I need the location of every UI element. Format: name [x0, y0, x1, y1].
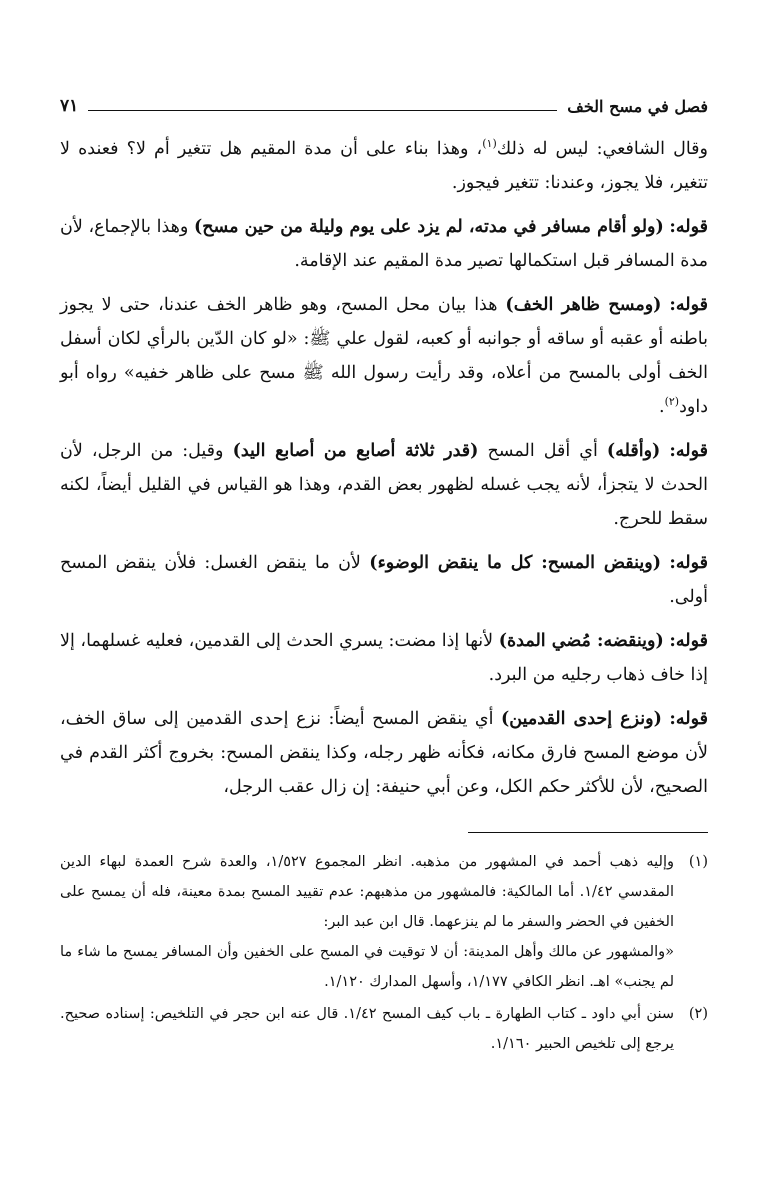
paragraph-text-continued: ، وهذا بناء على أن مدة المقيم هل تتغير أم لا؟ فعنده لا تتغير، فلا يجوز، وعندنا: تتغير فيجوز.	[60, 139, 708, 193]
lead-word: قوله:	[669, 553, 708, 573]
footnote-text: سنن أبي داود ـ كتاب الطهارة ـ باب كيف المسح ١/٤٢. قال عنه ابن حجر في التلخيص: إسناده صحيح. يرجع إلى تلخيص الحبير ١/١٦٠.	[60, 1006, 674, 1052]
page-number: ٧١	[60, 96, 79, 116]
footnote-text: «والمشهور عن مالك وأهل المدينة: أن لا توقيت في المسح على الخفين وأن المسافر يمسح ما شاء ما لم يجنب» اهـ. انظر الكافي ١/١٧٧، وأسهل المدارك ١/١٢٠.	[60, 944, 674, 990]
lead-word: قوله:	[669, 709, 708, 729]
lead-word: قوله:	[669, 217, 708, 237]
paragraph-2	[60, 210, 708, 278]
quoted-text: (ومسح ظاهر الخف)	[505, 295, 662, 315]
footnote-number: (١)	[688, 854, 708, 870]
page-header	[60, 88, 708, 116]
quoted-text: (وينقض المسح: كل ما ينقض الوضوء)	[369, 553, 662, 573]
paragraph-text: هذا بيان محل المسح، وهو ظاهر الخف عندنا، حتى لا يجوز باطنه أو عقبه أو ساقه أو جوانبه أو كعبه، لقول علي ﷺ: «لو كان الدّين بالرأي لكان أسفل الخف أولى بالمسح من أعلاه، وقد رأيت رسول الله ﷺ مسح على ظاهر خفيه» رواه أبو داود	[60, 295, 708, 417]
quoted-text: (وينقضه: مُضي المدة)	[498, 631, 664, 651]
footnote-2	[60, 999, 708, 1059]
footnotes	[60, 847, 708, 1059]
paragraph-5	[60, 546, 708, 614]
footnote-ref-1: (١)	[482, 137, 497, 151]
paragraph-4	[60, 434, 708, 536]
footnote-number: (٢)	[688, 1006, 708, 1022]
footnote-divider	[468, 832, 708, 833]
paragraph-text: أي ينقض المسح أيضاً: نزع إحدى القدمين إلى ساق الخف، لأن موضع المسح فارق مكانه، فكأنه ظهر رجله، وكذا ينقض المسح: بخروج أكثر القدم في الصحيح، لأن للأكثر حكم الكل، وعن أبي حنيفة: إن زال عقب الرجل،	[60, 709, 708, 797]
paragraph-text: أي أقل المسح	[478, 441, 607, 461]
paragraph-text: وقال الشافعي: ليس له ذلك	[496, 139, 708, 159]
footnote-ref-2: (٢)	[664, 395, 680, 409]
quoted-text: (ونزع إحدى القدمين)	[501, 709, 662, 729]
quoted-text: (وأقله)	[606, 441, 661, 461]
footnote-text: وإليه ذهب أحمد في المشهور من مذهبه. انظر المجموع ١/٥٢٧، والعدة شرح العمدة لبهاء الدين المقدسي ١/٤٢. أما المالكية: فالمشهور من مذهبهم: عدم تقييد المسح بمدة معينة، فله أن يمسح على الخفين في الحضر والسفر ما لم ينزعهما. قال ابن عبد البر:	[60, 854, 675, 930]
header-rule	[88, 110, 557, 111]
paragraph-text: لأن ما ينقض الغسل: فلأن ينقض المسح أولى.	[60, 553, 708, 607]
paragraph-text-continued: .	[659, 397, 665, 417]
paragraph-text-continued: وقيل: من الرجل، لأن الحدث لا يتجزأ، لأنه يجب غسله لظهور بعض القدم، وهذا هو القياس في القليل أيضاً، لكنه سقط للحرج.	[60, 441, 708, 529]
footnote-body	[60, 847, 674, 997]
quoted-text-2: (قدر ثلاثة أصابع من أصابع اليد)	[232, 441, 479, 461]
paragraph-3	[60, 288, 708, 424]
footnote-1	[60, 847, 708, 997]
paragraph-1	[60, 132, 708, 200]
footnote-body	[60, 999, 674, 1059]
paragraph-text: لأنها إذا مضت: يسري الحدث إلى القدمين، فعليه غسلهما، إلا إذا خاف ذهاب رجليه من البرد.	[60, 631, 708, 685]
quoted-text: (ولو أقام مسافر في مدته، لم يزد على يوم وليلة من حين مسح)	[193, 217, 664, 237]
lead-word: قوله:	[669, 631, 708, 651]
book-page	[60, 88, 708, 1061]
paragraph-7	[60, 702, 708, 804]
paragraph-6	[60, 624, 708, 692]
paragraph-text: وهذا بالإجماع، لأن مدة المسافر قبل استكمالها تصير مدة المقيم عند الإقامة.	[60, 217, 708, 271]
running-head: فصل في مسح الخف	[567, 97, 708, 116]
lead-word: قوله:	[669, 441, 708, 461]
lead-word: قوله:	[669, 295, 708, 315]
